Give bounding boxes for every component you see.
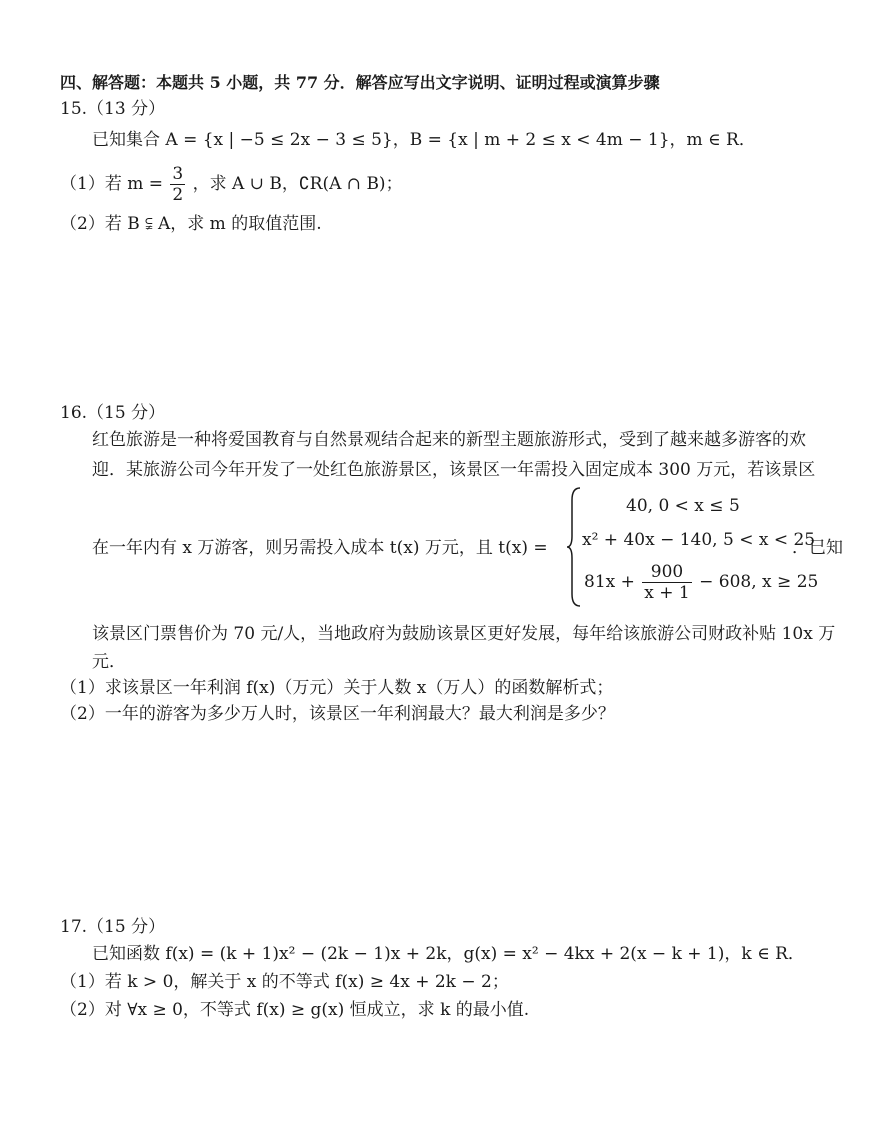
section-header: 四、解答题：本题共 5 小题，共 77 分．解答应写出文字说明、证明过程或演算步骤 — [60, 73, 660, 92]
q17-number: 17.（15 分） — [60, 917, 166, 937]
q16-case1: 40, 0 < x ≤ 5 — [626, 496, 740, 516]
q15-part1-fraction — [170, 164, 185, 205]
q17-part2: （2）对 ∀x ≥ 0，不等式 f(x) ≥ g(x) 恒成立，求 k 的最小值. — [60, 1000, 530, 1020]
piecewise-brace — [566, 486, 582, 608]
q16-line2: 迎．某旅游公司今年开发了一处红色旅游景区，该景区一年需投入固定成本 300 万元，若该景区 — [92, 460, 816, 480]
q16-case3-denominator: x + 1 — [644, 583, 690, 603]
q16-case3-after: − 608, x ≥ 25 — [699, 572, 819, 592]
q17-part1: （1）若 k > 0，解关于 x 的不等式 f(x) ≥ 4x + 2k − 2； — [60, 972, 509, 992]
q15-part2: （2）若 B ⫋ A，求 m 的取值范围. — [60, 214, 322, 234]
q16-case3 — [584, 562, 818, 603]
q16-case3-fraction — [642, 562, 691, 603]
q16-line4: 该景区门票售价为 70 元/人，当地政府为鼓励该景区更好发展，每年给该旅游公司财政补贴 10x 万 — [92, 624, 836, 644]
q16-line5: 元． — [92, 652, 126, 672]
q15-part1-after: ，求 A ∪ B，∁R(A ∩ B)； — [192, 174, 403, 194]
q15-stem: 已知集合 A = {x | −5 ≤ 2x − 3 ≤ 5}，B = {x | m + 2 ≤ x < 4m − 1}，m ∈ R． — [92, 130, 756, 150]
q16-case3-numerator: 900 — [642, 562, 691, 583]
q15-part1-numerator: 3 — [172, 164, 184, 184]
q15-number: 15.（13 分） — [60, 99, 166, 119]
q17-stem: 已知函数 f(x) = (k + 1)x² − (2k − 1)x + 2k，g(x) = x² − 4kx + 2(x − k + 1)，k ∈ R． — [92, 944, 805, 964]
q16-case2: x² + 40x − 140, 5 < x < 25 — [582, 530, 816, 550]
q16-part2: （2）一年的游客为多少万人时，该景区一年利润最大？最大利润是多少？ — [60, 704, 615, 724]
q15-part1-denominator: 2 — [172, 185, 184, 205]
q16-line1: 红色旅游是一种将爱国教育与自然景观结合起来的新型主题旅游形式，受到了越来越多游客的欢 — [92, 430, 806, 450]
q16-line3-left: 在一年内有 x 万游客，则另需投入成本 t(x) 万元，且 t(x) = — [92, 538, 548, 558]
q16-number: 16.（15 分） — [60, 403, 166, 423]
q16-part1: （1）求该景区一年利润 f(x)（万元）关于人数 x（万人）的函数解析式； — [60, 678, 614, 698]
q16-case3-before: 81x + — [584, 572, 635, 592]
q16-line3-right: ．已知 — [792, 538, 843, 558]
q15-part1-before: （1）若 m = — [60, 174, 163, 194]
q15-part1 — [60, 164, 403, 205]
